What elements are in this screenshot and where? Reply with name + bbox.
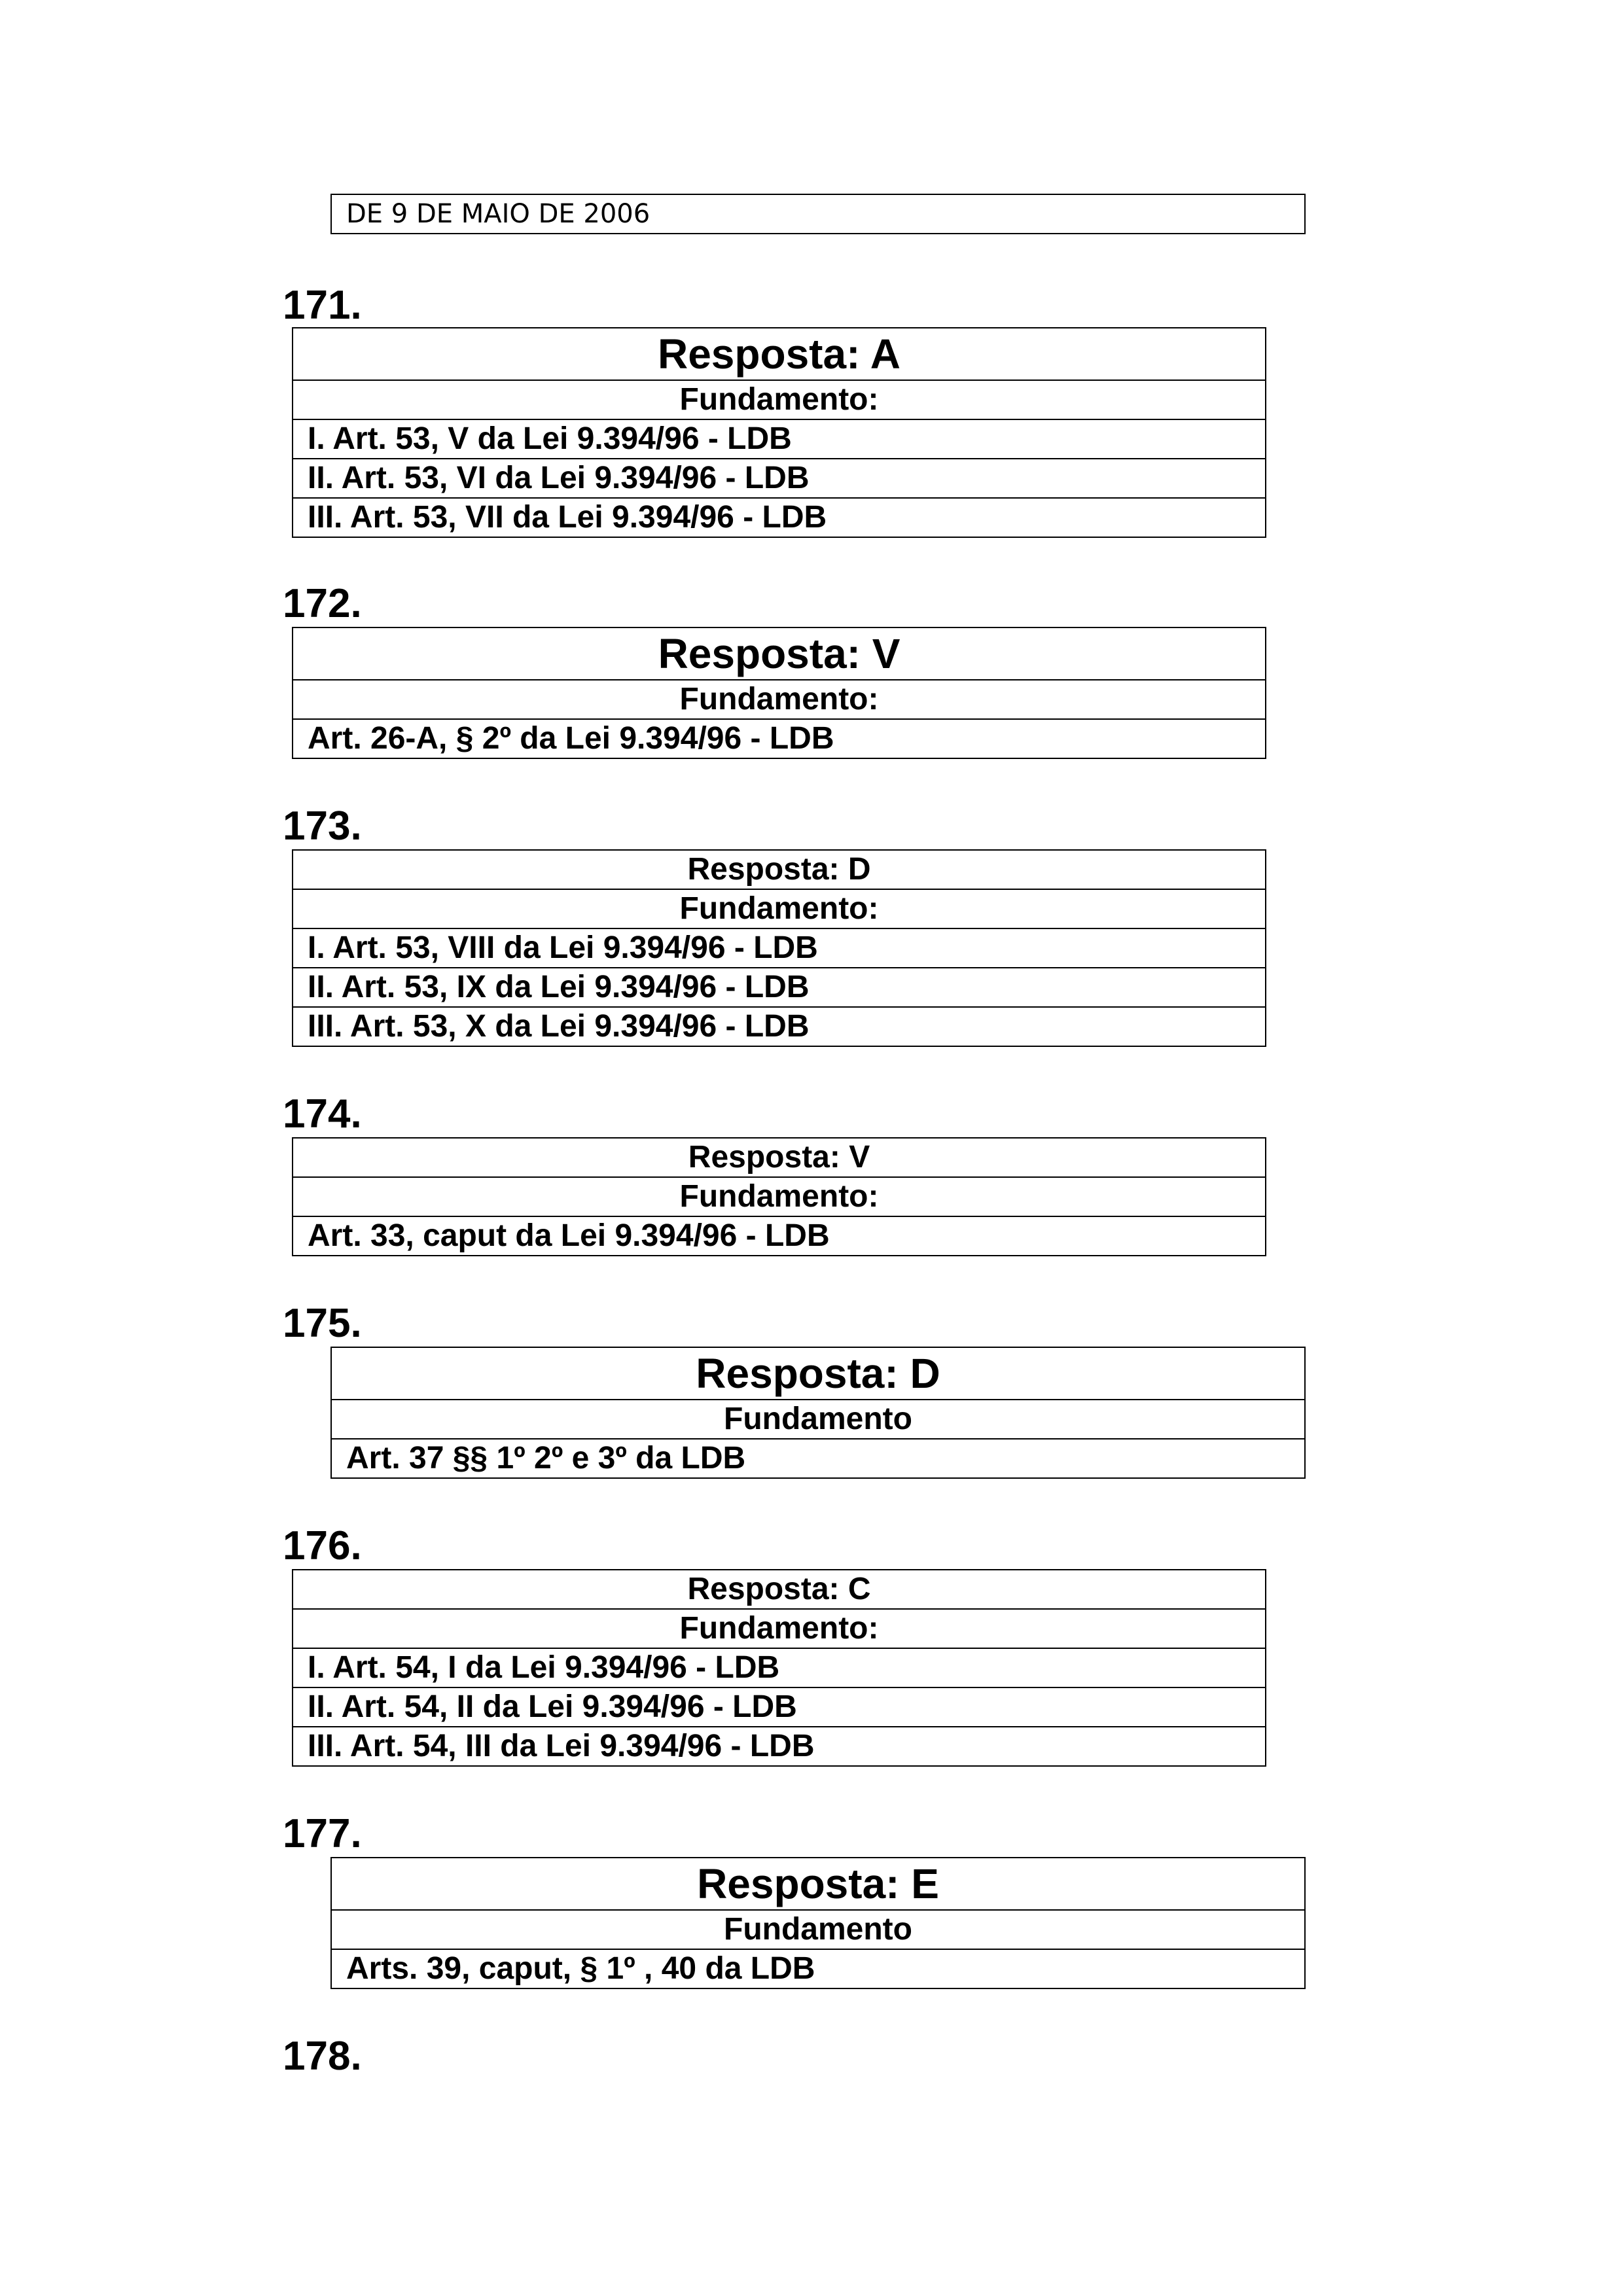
citation-row: I. Art. 53, V da Lei 9.394/96 - LDB — [293, 420, 1265, 459]
citation-row: Arts. 39, caput, § 1º , 40 da LDB — [332, 1950, 1304, 1989]
citation-row: II. Art. 54, II da Lei 9.394/96 - LDB — [293, 1688, 1265, 1727]
citation-row: II. Art. 53, VI da Lei 9.394/96 - LDB — [293, 459, 1265, 499]
answer-row: Resposta: A — [293, 328, 1265, 381]
question-number: 175. — [283, 1301, 362, 1346]
answer-table — [292, 627, 1266, 759]
answer-row: Resposta: D — [332, 1348, 1304, 1400]
fundamento-row: Fundamento: — [293, 1178, 1265, 1217]
question-number: 178. — [283, 2034, 362, 2079]
fundamento-row: Fundamento: — [293, 1610, 1265, 1649]
citation-row: III. Art. 53, X da Lei 9.394/96 - LDB — [293, 1008, 1265, 1047]
citation-row: II. Art. 53, IX da Lei 9.394/96 - LDB — [293, 968, 1265, 1008]
fundamento-row: Fundamento: — [293, 381, 1265, 420]
question-number: 177. — [283, 1811, 362, 1856]
fundamento-row: Fundamento: — [293, 890, 1265, 929]
citation-row: III. Art. 53, VII da Lei 9.394/96 - LDB — [293, 499, 1265, 538]
answer-row: Resposta: D — [293, 851, 1265, 890]
citation-row: III. Art. 54, III da Lei 9.394/96 - LDB — [293, 1727, 1265, 1767]
citation-row: Art. 37 §§ 1º 2º e 3º da LDB — [332, 1439, 1304, 1479]
question-number: 174. — [283, 1091, 362, 1137]
answer-row: Resposta: V — [293, 1139, 1265, 1178]
fundamento-row: Fundamento: — [293, 680, 1265, 720]
answer-row: Resposta: C — [293, 1570, 1265, 1610]
answer-table — [292, 1137, 1266, 1256]
answer-table — [292, 1569, 1266, 1767]
question-number: 176. — [283, 1523, 362, 1568]
question-number: 172. — [283, 581, 362, 626]
answer-table — [292, 849, 1266, 1047]
fundamento-row: Fundamento — [332, 1400, 1304, 1439]
question-number: 171. — [283, 283, 362, 328]
citation-row: Art. 26-A, § 2º da Lei 9.394/96 - LDB — [293, 720, 1265, 759]
citation-row: I. Art. 53, VIII da Lei 9.394/96 - LDB — [293, 929, 1265, 968]
question-number: 173. — [283, 804, 362, 849]
citation-row: I. Art. 54, I da Lei 9.394/96 - LDB — [293, 1649, 1265, 1688]
answer-table — [292, 327, 1266, 538]
answer-row: Resposta: E — [332, 1858, 1304, 1911]
fundamento-row: Fundamento — [332, 1911, 1304, 1950]
header-box: DE 9 DE MAIO DE 2006 — [330, 194, 1306, 234]
answer-row: Resposta: V — [293, 628, 1265, 680]
citation-row: Art. 33, caput da Lei 9.394/96 - LDB — [293, 1217, 1265, 1256]
answer-table — [330, 1347, 1306, 1479]
answer-table — [330, 1857, 1306, 1989]
